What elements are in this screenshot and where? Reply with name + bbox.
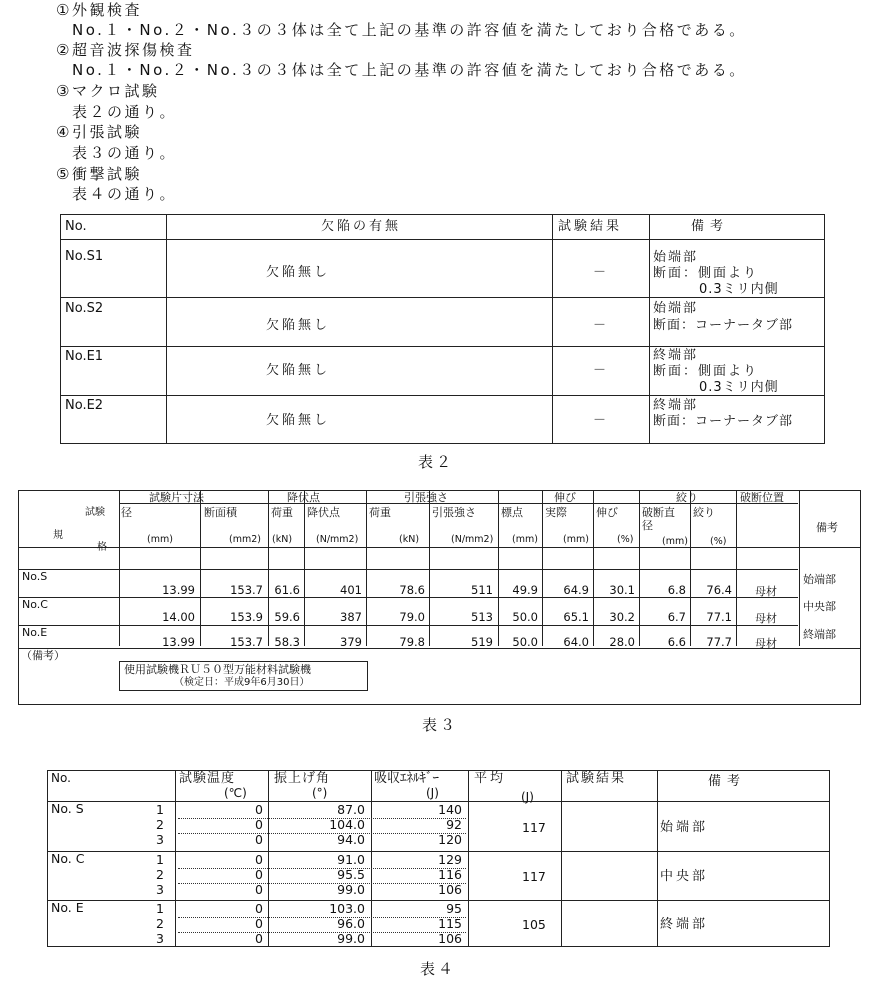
t3-note-label: （備考） — [21, 649, 65, 662]
t3-cell: 65.1 — [563, 610, 589, 624]
t3-unit-6: (N/mm2) — [451, 534, 494, 545]
t3-unit-1: (mm) — [147, 534, 173, 545]
t2-header-remark: 備考 — [691, 219, 730, 234]
t3-unit-7: (mm) — [512, 534, 538, 545]
t4-unit-avg: (J) — [521, 790, 534, 804]
t3-cell: 76.4 — [706, 583, 732, 597]
t3-row3-no: No.E — [22, 626, 48, 639]
t3-sub-reduction: 絞り — [693, 506, 715, 519]
t4-group2-no: No. C — [51, 851, 85, 866]
t3-cell: 511 — [471, 583, 493, 597]
t4-cell: 92 — [446, 817, 462, 832]
t4-header-result: 試験結果 — [566, 771, 627, 786]
t4-cell: 2 — [156, 817, 164, 832]
t3-cell: 14.00 — [162, 610, 195, 624]
t3-sub-tensile-load: 荷重 — [369, 506, 391, 519]
t4-group1-remark: 始端部 — [660, 820, 709, 835]
t2-header-no: No. — [65, 219, 87, 234]
t3-unit-4: (N/mm2) — [316, 534, 359, 545]
tensile-test-table — [18, 490, 861, 705]
t3-remark-header: 備考 — [816, 521, 838, 534]
t3-note-line1: 使用試験機ＲＵ５０型万能材料試験機 — [124, 663, 311, 676]
t4-cell: 95 — [446, 901, 462, 916]
t2-row3-result: － — [593, 363, 607, 378]
t3-sub-tensile-strength: 引張強さ — [432, 506, 476, 519]
inspection-3-detail: 表２の通り。 — [72, 103, 178, 121]
t4-header-temp: 試験温度 — [179, 771, 236, 786]
t3-sub-area: 断面積 — [204, 506, 237, 519]
t3-cell: 28.0 — [609, 635, 635, 649]
t2-row4-no: No.E2 — [65, 398, 104, 413]
t3-unit-8: (mm) — [563, 534, 589, 545]
t4-cell: 95.5 — [337, 867, 365, 882]
t4-cell: 0 — [255, 832, 263, 847]
t3-unit-11: (%) — [710, 536, 727, 547]
t3-cell: 30.1 — [609, 583, 635, 597]
t2-row1-remark-2: 断面：側面より — [653, 266, 759, 281]
t4-cell: 1 — [156, 901, 164, 916]
t3-note-box — [119, 661, 368, 691]
t3-row2-fracture: 母材 — [755, 612, 777, 625]
t4-cell: 0 — [255, 901, 263, 916]
t2-row3-remark-1: 終端部 — [653, 348, 699, 363]
t4-cell: 99.0 — [337, 882, 365, 897]
t4-cell: 2 — [156, 916, 164, 931]
t3-row3-remark: 終端部 — [803, 628, 836, 641]
t3-group-dimensions: 試験片寸法 — [149, 491, 204, 504]
table3-caption: 表３ — [422, 716, 459, 734]
t2-row4-remark-1: 終端部 — [653, 398, 699, 413]
t4-cell: 115 — [438, 916, 462, 931]
t4-cell: 96.0 — [337, 916, 365, 931]
t3-row1-no: No.S — [22, 570, 48, 583]
inspection-2-title: ②超音波探傷検査 — [56, 41, 195, 59]
inspection-3-title: ③マクロ試験 — [56, 82, 160, 100]
t4-group1-no: No. S — [51, 801, 84, 816]
t2-row3-defect: 欠陥無し — [266, 363, 331, 378]
t3-sub-yield-point: 降伏点 — [307, 506, 340, 519]
t4-group3-remark: 終端部 — [660, 917, 709, 932]
macro-test-table — [60, 214, 825, 444]
t2-row4-defect: 欠陥無し — [266, 413, 331, 428]
t3-cell: 49.9 — [512, 583, 538, 597]
inspection-5-title: ⑤衝撃試験 — [56, 165, 142, 183]
t4-cell: 0 — [255, 882, 263, 897]
t2-row1-remark-3: 0.3ミリ内側 — [699, 282, 779, 297]
t4-group2-remark: 中央部 — [660, 869, 709, 884]
t2-row3-no: No.E1 — [65, 349, 104, 364]
t3-cell: 6.6 — [667, 635, 686, 649]
t3-cell: 13.99 — [162, 635, 195, 649]
t3-cell: 6.8 — [667, 583, 686, 597]
t2-row1-remark-1: 始端部 — [653, 250, 699, 265]
t2-row4-remark-2: 断面：コーナータブ部 — [653, 414, 794, 429]
t3-cell: 513 — [471, 610, 493, 624]
t2-row1-no: No.S1 — [65, 249, 104, 264]
t4-cell: 103.0 — [329, 901, 365, 916]
inspection-1-title: ①外観検査 — [56, 1, 142, 19]
t4-cell: 0 — [255, 916, 263, 931]
inspection-5-detail: 表４の通り。 — [72, 185, 178, 203]
t3-row3-fracture: 母材 — [755, 637, 777, 650]
t2-header-defect: 欠陥の有無 — [321, 219, 402, 234]
t3-note-line2: （検定日：平成9年6月30日） — [174, 677, 310, 688]
inspection-2-detail: No.１・No.２・No.３の３体は全て上記の基準の許容値を満たしており合格である。 — [72, 61, 747, 79]
inspection-4-title: ④引張試験 — [56, 123, 142, 141]
t4-cell: 129 — [438, 852, 462, 867]
t4-cell: 99.0 — [337, 931, 365, 946]
t4-cell: 0 — [255, 931, 263, 946]
t3-cell: 50.0 — [512, 610, 538, 624]
t3-cell: 50.0 — [512, 635, 538, 649]
t3-unit-9: (%) — [617, 534, 634, 545]
inspection-4-detail: 表３の通り。 — [72, 144, 178, 162]
t2-row2-defect: 欠陥無し — [266, 318, 331, 333]
t3-corner-spec-2: 格 — [97, 542, 107, 553]
inspection-1-detail: No.１・No.２・No.３の３体は全て上記の基準の許容値を満たしており合格である。 — [72, 21, 747, 39]
t4-cell: 87.0 — [337, 802, 365, 817]
t4-group2-avg: 117 — [522, 869, 546, 884]
t3-group-reduction: 絞り — [676, 491, 698, 504]
t2-row3-remark-2: 断面：側面より — [653, 364, 759, 379]
t3-corner-test: 試験 — [85, 507, 105, 518]
t3-row1-remark: 始端部 — [803, 573, 836, 586]
t4-cell: 104.0 — [329, 817, 365, 832]
t4-cell: 1 — [156, 852, 164, 867]
t4-header-no: No. — [51, 771, 71, 785]
t4-header-energy: 吸収ｴﾈﾙｷﾞｰ — [374, 771, 440, 786]
t3-unit-5: (kN) — [399, 534, 420, 545]
t3-cell: 78.6 — [399, 583, 425, 597]
t3-cell: 401 — [340, 583, 362, 597]
t4-cell: 3 — [156, 931, 164, 946]
t4-header-remark: 備考 — [708, 774, 747, 789]
t2-row3-remark-3: 0.3ミリ内側 — [699, 380, 779, 395]
t3-row1-fracture: 母材 — [755, 585, 777, 598]
t2-row2-no: No.S2 — [65, 301, 104, 316]
t3-cell: 79.0 — [399, 610, 425, 624]
t4-cell: 106 — [438, 882, 462, 897]
t2-row1-result: － — [593, 265, 607, 280]
t4-cell: 106 — [438, 931, 462, 946]
t3-row2-no: No.C — [22, 598, 48, 611]
t3-cell: 153.9 — [230, 610, 263, 624]
t4-cell: 140 — [438, 802, 462, 817]
t3-sub-elongation: 伸び — [596, 506, 618, 519]
t3-corner-spec-1: 規 — [53, 530, 63, 541]
t3-cell: 59.6 — [274, 610, 300, 624]
t4-cell: 91.0 — [337, 852, 365, 867]
t2-row2-result: － — [593, 318, 607, 333]
t4-cell: 116 — [438, 867, 462, 882]
t3-unit-2: (mm2) — [229, 534, 261, 545]
t4-unit-energy: (J) — [426, 786, 439, 800]
t3-cell: 13.99 — [162, 583, 195, 597]
t4-cell: 0 — [255, 867, 263, 882]
t4-cell: 120 — [438, 832, 462, 847]
t4-unit-angle: (°) — [312, 786, 328, 800]
table4-caption: 表４ — [420, 960, 457, 978]
t3-cell: 387 — [340, 610, 362, 624]
table2-caption: 表２ — [418, 453, 455, 471]
t3-cell: 79.8 — [399, 635, 425, 649]
t3-cell: 58.3 — [274, 635, 300, 649]
t4-cell: 1 — [156, 802, 164, 817]
t4-header-angle: 振上げ角 — [274, 771, 331, 786]
t3-sub-fracture-diameter: 破断直径 — [642, 506, 675, 532]
t4-unit-temp: (℃) — [224, 786, 247, 800]
t4-group3-avg: 105 — [522, 917, 546, 932]
t3-cell: 64.0 — [563, 635, 589, 649]
t3-unit-10: (mm) — [662, 536, 688, 547]
t3-cell: 153.7 — [230, 583, 263, 597]
t3-cell: 6.7 — [667, 610, 686, 624]
t3-cell: 153.7 — [230, 635, 263, 649]
t3-sub-actual: 実際 — [545, 506, 567, 519]
t3-cell: 77.7 — [706, 635, 732, 649]
t3-sub-yield-load: 荷重 — [271, 506, 293, 519]
t4-cell: 2 — [156, 867, 164, 882]
t4-group1-avg: 117 — [522, 820, 546, 835]
t3-group-yield: 降伏点 — [287, 491, 320, 504]
t3-cell: 30.2 — [609, 610, 635, 624]
t3-row2-remark: 中央部 — [803, 600, 836, 613]
t3-group-elongation: 伸び — [554, 491, 576, 504]
t3-cell: 77.1 — [706, 610, 732, 624]
t3-group-tensile: 引張強さ — [404, 491, 448, 504]
t3-unit-3: (kN) — [272, 534, 293, 545]
t3-cell: 519 — [471, 635, 493, 649]
t4-group3-no: No. E — [51, 900, 84, 915]
t2-row2-remark-1: 始端部 — [653, 301, 699, 316]
t4-cell: 3 — [156, 882, 164, 897]
t3-cell: 61.6 — [274, 583, 300, 597]
t4-cell: 0 — [255, 802, 263, 817]
t3-cell: 379 — [340, 635, 362, 649]
t4-cell: 94.0 — [337, 832, 365, 847]
t3-group-fracture: 破断位置 — [740, 491, 784, 504]
t4-cell: 0 — [255, 852, 263, 867]
t4-cell: 3 — [156, 832, 164, 847]
t2-header-result: 試験結果 — [558, 219, 623, 234]
impact-test-table — [47, 770, 830, 947]
t3-cell: 64.9 — [563, 583, 589, 597]
t3-sub-gauge: 標点 — [501, 506, 523, 519]
t3-sub-diameter: 径 — [121, 506, 132, 519]
t2-row1-defect: 欠陥無し — [266, 265, 331, 280]
t2-row2-remark-2: 断面：コーナータブ部 — [653, 318, 794, 333]
t4-cell: 0 — [255, 817, 263, 832]
t2-row4-result: － — [593, 413, 607, 428]
t4-header-avg: 平均 — [474, 771, 507, 786]
